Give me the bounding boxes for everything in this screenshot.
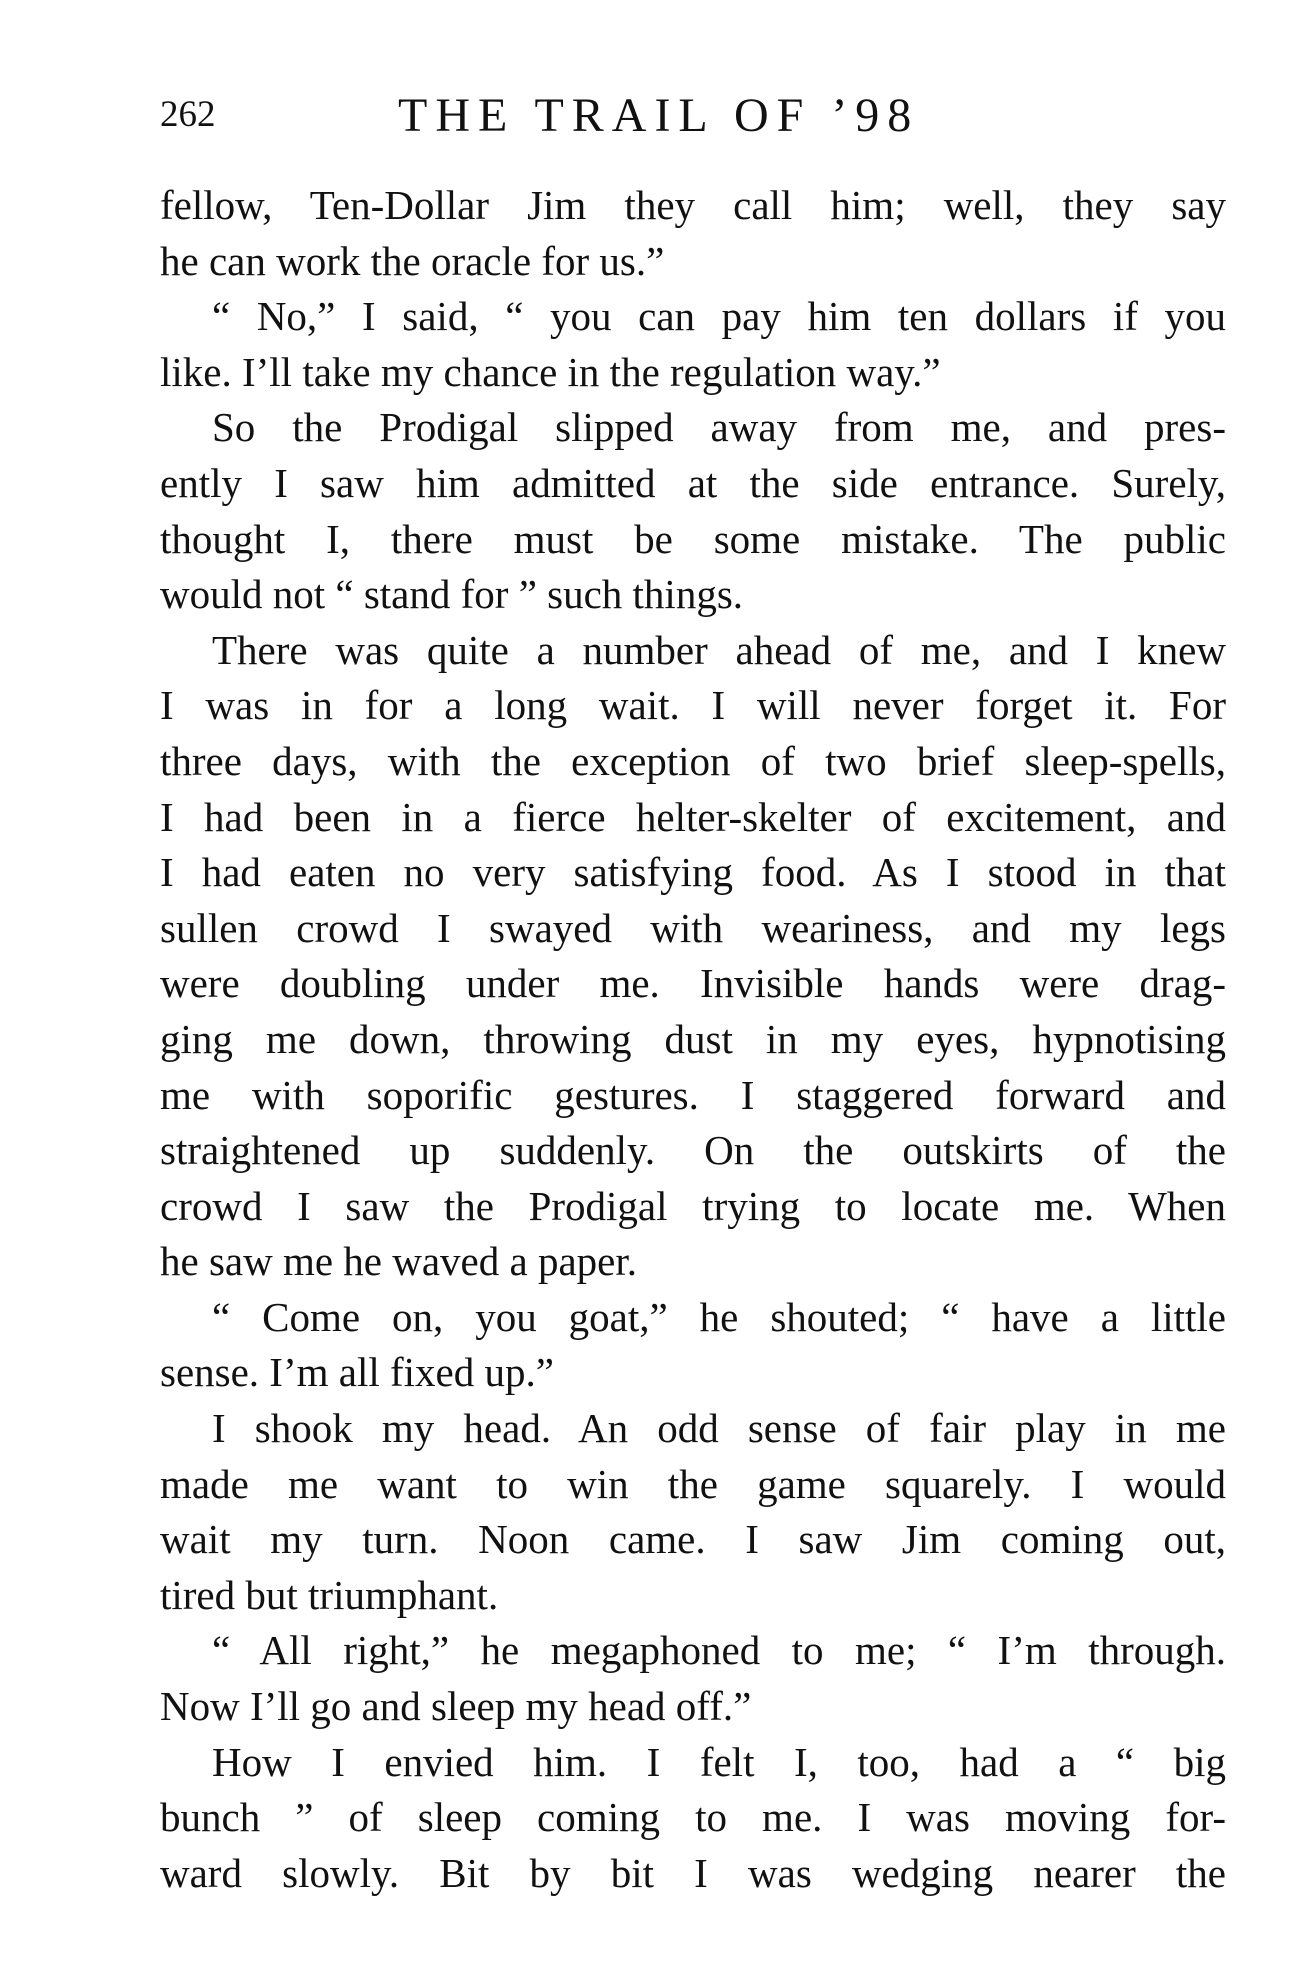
text-line: “ No,” I said, “ you can pay him ten dollars if you	[212, 293, 1226, 340]
text-line: like. I’ll take my chance in the regulation way.”	[160, 348, 941, 395]
running-title: THE TRAIL OF ’98	[398, 89, 920, 142]
text-line: I was in for a long wait. I will never forget it. For	[160, 682, 1226, 729]
text-line: crowd I saw the Prodigal trying to locate me. When	[160, 1182, 1226, 1229]
text-line: straightened up suddenly. On the outskirts of the	[160, 1127, 1226, 1174]
text-line: I had eaten no very satisfying food. As I stood in that	[160, 849, 1226, 896]
text-line: sullen crowd I swayed with weariness, and my legs	[160, 904, 1226, 951]
text-line: three days, with the exception of two brief sleep-spells,	[160, 737, 1226, 784]
text-line: “ Come on, you goat,” he shouted; “ have a little	[212, 1293, 1226, 1340]
text-line: bunch ” of sleep coming to me. I was moving for-	[160, 1794, 1226, 1841]
text-line: he saw me he waved a paper.	[160, 1238, 637, 1285]
text-line: Now I’ll go and sleep my head off.”	[160, 1683, 752, 1730]
text-line: made me want to win the game squarely. I would	[160, 1460, 1226, 1507]
text-line: he can work the oracle for us.”	[160, 237, 665, 284]
text-line: I had been in a fierce helter-skelter of excitement, and	[160, 793, 1226, 840]
text-line: tired but triumphant.	[160, 1571, 499, 1618]
text-line: ently I saw him admitted at the side entrance. Surely,	[160, 459, 1226, 506]
text-line: ging me down, throwing dust in my eyes, hypnotising	[160, 1015, 1226, 1062]
text-line: ward slowly. Bit by bit I was wedging nearer the	[160, 1849, 1226, 1896]
text-line: thought I, there must be some mistake. The public	[160, 515, 1226, 562]
text-line: There was quite a number ahead of me, and I knew	[212, 626, 1226, 673]
text-line: fellow, Ten-Dollar Jim they call him; well, they say	[160, 182, 1226, 228]
page-number: 262	[160, 94, 216, 135]
body-text	[160, 178, 1226, 1901]
text-line: sense. I’m all fixed up.”	[160, 1349, 554, 1396]
text-line: would not “ stand for ” such things.	[160, 571, 744, 618]
text-line: “ All right,” he megaphoned to me; “ I’m through.	[212, 1627, 1226, 1674]
text-line: wait my turn. Noon came. I saw Jim coming out,	[160, 1516, 1226, 1563]
text-line: I shook my head. An odd sense of fair play in me	[212, 1405, 1226, 1452]
text-line: me with soporific gestures. I staggered forward and	[160, 1071, 1226, 1118]
text-line: were doubling under me. Invisible hands were drag-	[160, 960, 1226, 1007]
text-line: How I envied him. I felt I, too, had a “ big	[212, 1738, 1226, 1785]
text-line: So the Prodigal slipped away from me, and pres-	[212, 404, 1226, 451]
running-head	[160, 89, 1220, 152]
